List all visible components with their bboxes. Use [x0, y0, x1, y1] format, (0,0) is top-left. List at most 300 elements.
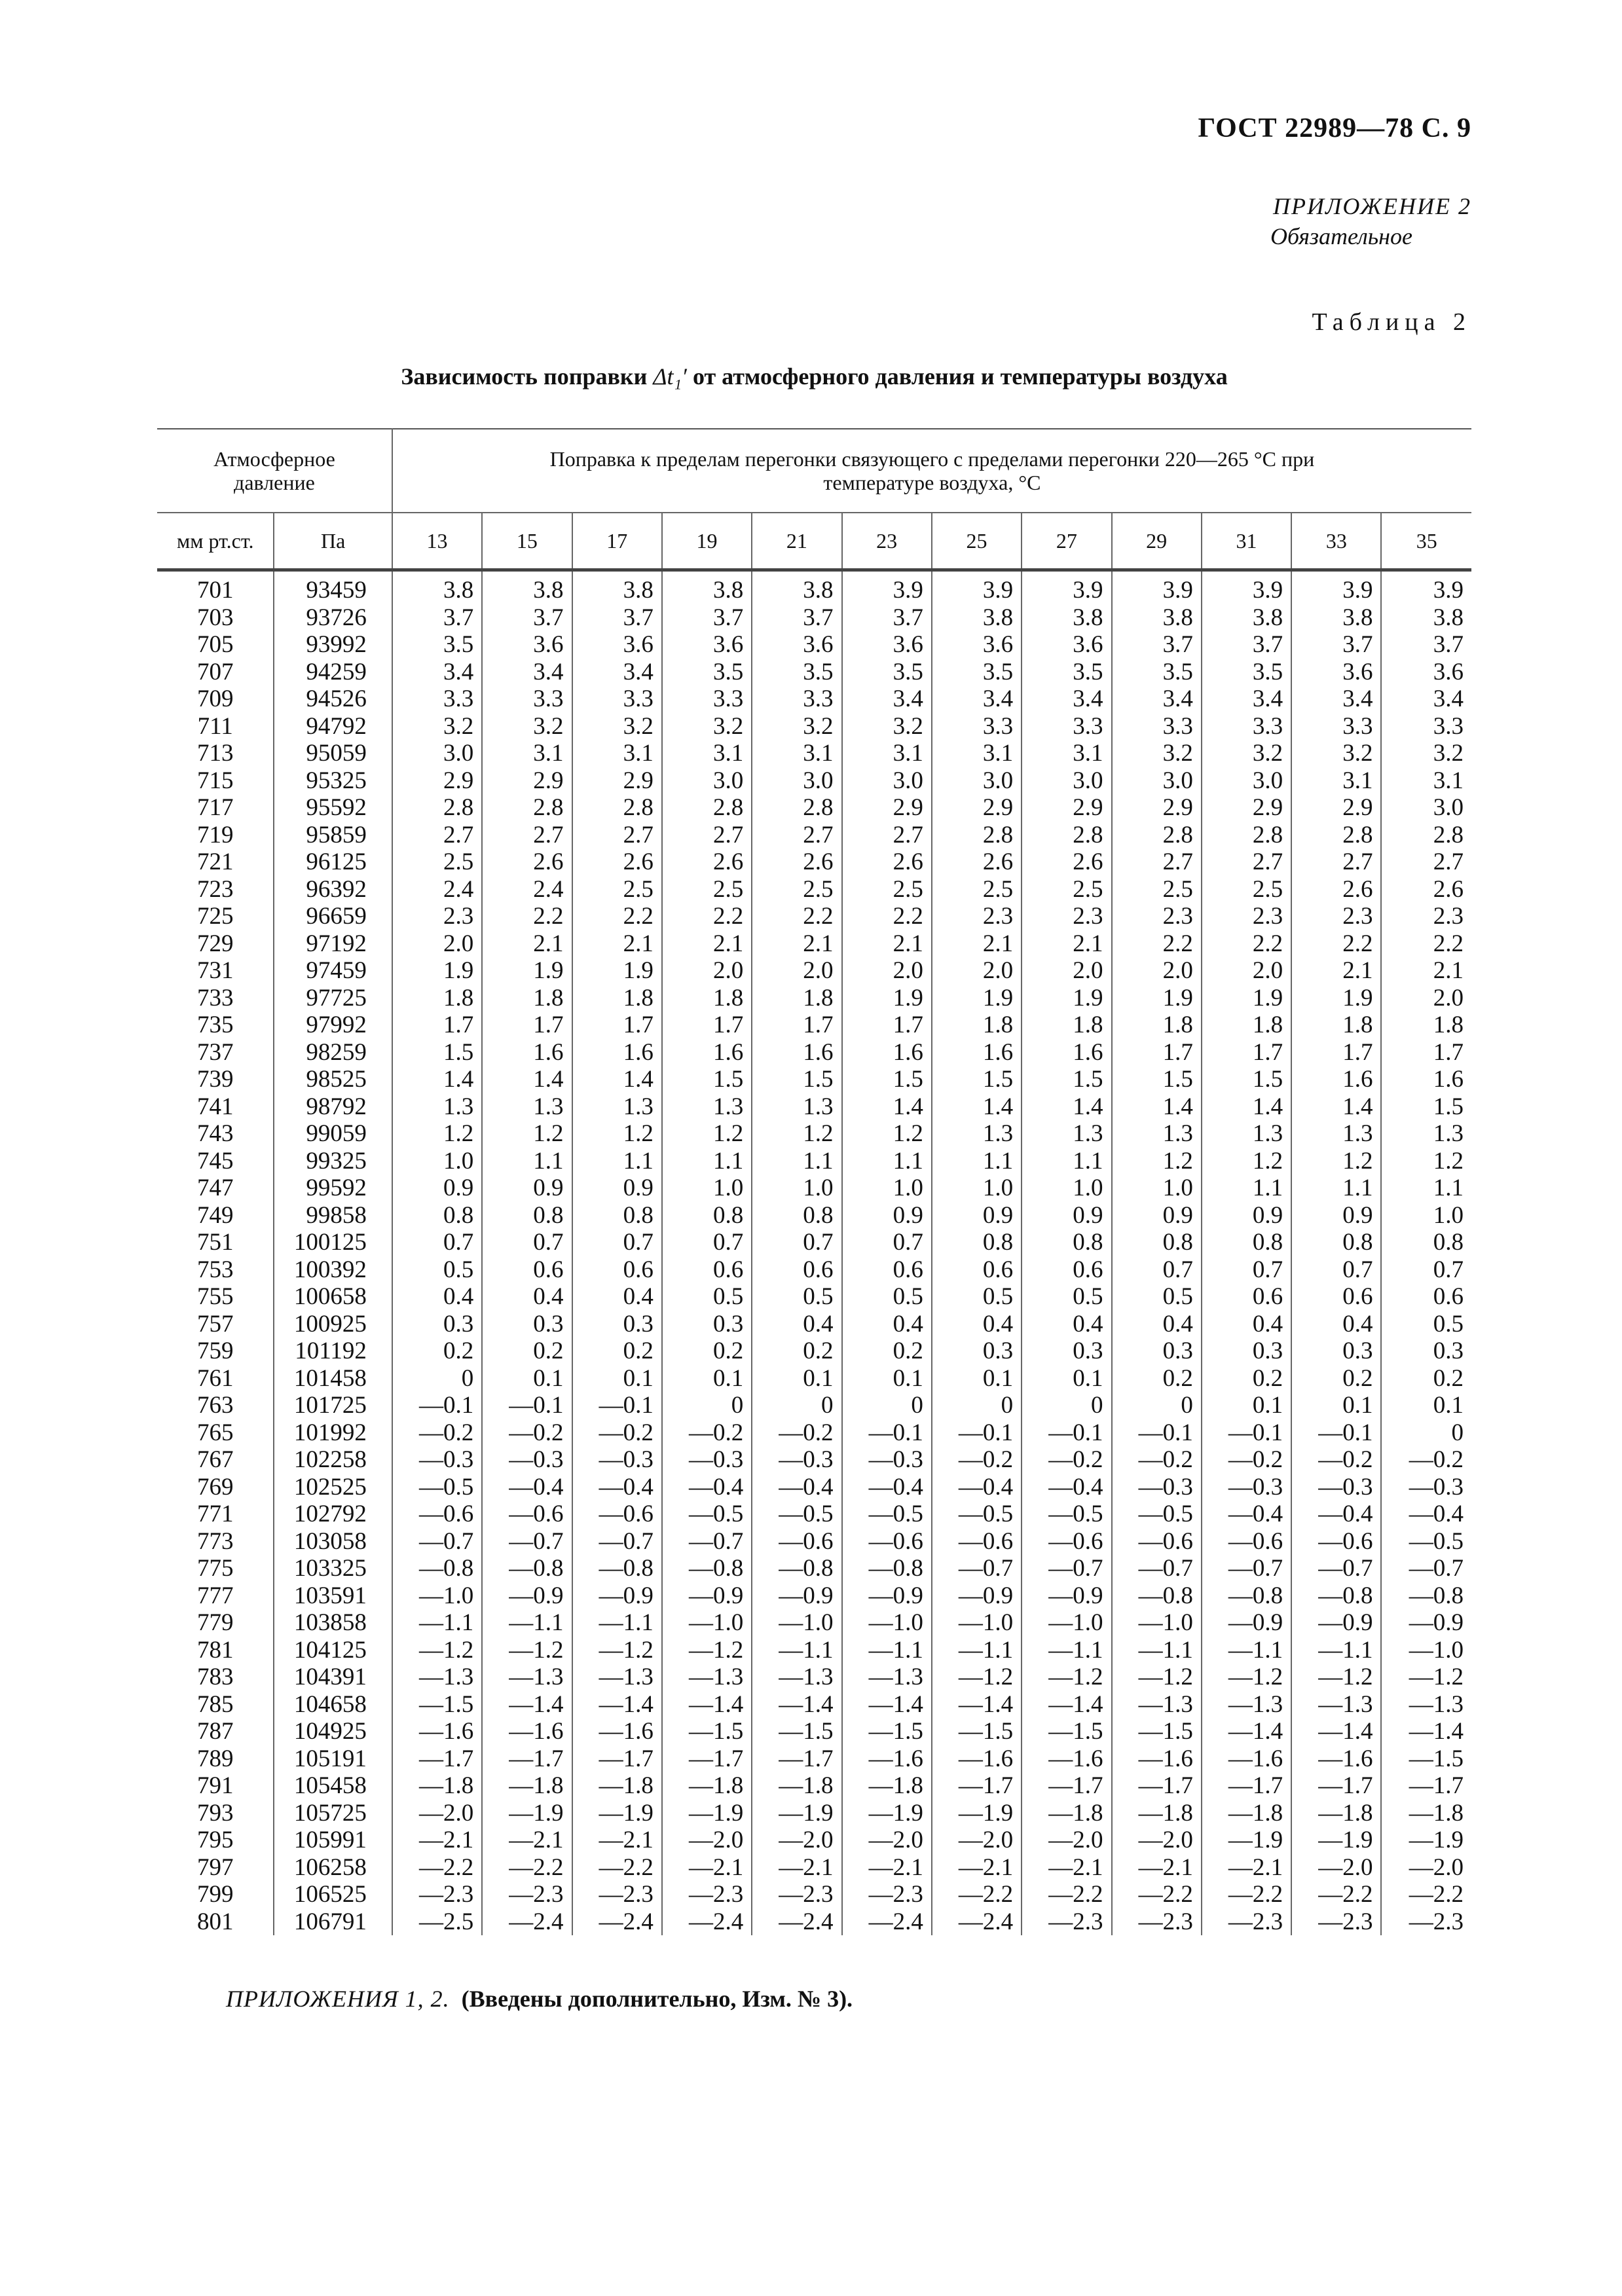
pressure-pa-cell: 94526 [274, 685, 392, 713]
correction-cell: 1.9 [842, 985, 932, 1012]
correction-cell: —1.0 [932, 1609, 1022, 1637]
correction-cell: 1.6 [482, 1039, 572, 1066]
correction-cell: —0.4 [482, 1474, 572, 1501]
correction-cell: —2.0 [662, 1827, 752, 1854]
correction-cell: 3.9 [842, 570, 932, 604]
pressure-mm-cell: 737 [157, 1039, 274, 1066]
correction-cell: 0.8 [1202, 1229, 1291, 1256]
caption-text-after: от атмосферного давления и температуры воздуха [686, 363, 1228, 390]
table-row [157, 1419, 1471, 1447]
correction-cell: —1.4 [1291, 1718, 1381, 1745]
correction-cell: 0.4 [1022, 1311, 1111, 1338]
pressure-pa-cell: 95859 [274, 822, 392, 849]
correction-cell: —1.4 [932, 1691, 1022, 1719]
correction-cell: 0.4 [1291, 1311, 1381, 1338]
correction-cell: 3.0 [932, 767, 1022, 795]
correction-cell: —1.2 [1022, 1664, 1111, 1691]
correction-cell: 3.1 [932, 740, 1022, 767]
correction-cell: 0.8 [932, 1229, 1022, 1256]
correction-cell: 2.9 [1202, 794, 1291, 822]
correction-cell: 0.2 [842, 1338, 932, 1365]
temperature-header: 29 [1112, 513, 1202, 570]
correction-cell: 1.7 [1433, 1038, 1464, 1066]
correction-cell: 1.5 [662, 1066, 752, 1093]
pressure-pa-cell: 97725 [274, 985, 392, 1012]
correction-cell: 0.9 [1022, 1202, 1111, 1230]
pressure-pa-cell: 101458 [274, 1365, 392, 1393]
correction-cell: —0.1 [842, 1419, 932, 1447]
correction-cell: 2.5 [1022, 876, 1111, 903]
correction-cell: —1.4 [482, 1691, 572, 1719]
correction-cell: —0.6 [1202, 1528, 1291, 1556]
correction-cell: —0.2 [1291, 1446, 1381, 1474]
pressure-mm-cell: 777 [157, 1582, 274, 1610]
correction-cell: —0.7 [662, 1528, 752, 1556]
table-row [157, 1311, 1471, 1338]
correction-cell: —0.1 [1112, 1419, 1202, 1447]
correction-cell: —2.3 [482, 1881, 572, 1908]
correction-cell: 2.2 [1433, 930, 1464, 957]
pressure-mm-cell: 799 [157, 1881, 274, 1908]
correction-cell: —1.7 [392, 1745, 482, 1773]
correction-cell: 1.7 [662, 1011, 752, 1039]
table-body [157, 570, 1471, 1936]
correction-cell: —1.1 [932, 1637, 1022, 1664]
correction-cell: 0.2 [392, 1338, 482, 1365]
unit-mm-header: мм рт.ст. [157, 513, 274, 570]
pressure-mm-cell: 717 [157, 794, 274, 822]
correction-cell: 2.7 [1202, 848, 1291, 876]
correction-cell: 1.0 [1022, 1175, 1111, 1202]
pressure-mm-cell: 801 [157, 1908, 274, 1936]
correction-cell: —1.9 [572, 1800, 662, 1827]
correction-cell: —0.1 [1202, 1419, 1291, 1447]
correction-cell: 2.6 [1433, 875, 1464, 903]
correction-cell: 1.8 [1022, 1011, 1111, 1039]
pressure-pa-cell: 104658 [274, 1691, 392, 1719]
correction-cell: 3.7 [572, 604, 662, 632]
correction-cell: —0.2 [1409, 1446, 1464, 1473]
correction-cell: —0.7 [1022, 1555, 1111, 1582]
correction-cell: 3.9 [1022, 570, 1111, 604]
table-row [157, 876, 1471, 903]
correction-cell: 3.0 [842, 767, 932, 795]
table-row [157, 1800, 1471, 1827]
correction-cell: 2.8 [662, 794, 752, 822]
pressure-mm-cell: 781 [157, 1637, 274, 1664]
correction-cell: 0.7 [1112, 1256, 1202, 1284]
correction-cell: 1.6 [1291, 1066, 1381, 1093]
correction-cell: 0.8 [752, 1202, 841, 1230]
pressure-mm-cell: 735 [157, 1011, 274, 1039]
correction-cell: —1.7 [1022, 1772, 1111, 1800]
correction-cell: 0.3 [1291, 1338, 1381, 1365]
table-row [157, 1637, 1471, 1664]
correction-cell: 0.3 [1202, 1338, 1291, 1365]
correction-cell: 1.2 [1433, 1147, 1464, 1175]
correction-cell: —0.5 [842, 1501, 932, 1528]
correction-cell: 3.8 [392, 570, 482, 604]
table-row [157, 1365, 1471, 1393]
correction-cell: 2.2 [842, 903, 932, 930]
correction-cell: 0.1 [662, 1365, 752, 1393]
correction-cell: —0.5 [392, 1474, 482, 1501]
correction-cell: 1.2 [482, 1120, 572, 1148]
pressure-pa-cell: 97992 [274, 1011, 392, 1039]
correction-cell: 2.7 [392, 822, 482, 849]
correction-cell: —1.0 [1022, 1609, 1111, 1637]
pressure-pa-cell: 105458 [274, 1772, 392, 1800]
correction-cell: 3.8 [752, 570, 841, 604]
table-row [157, 1283, 1471, 1311]
pressure-pa-cell: 100125 [274, 1229, 392, 1256]
correction-cell: 2.1 [1291, 957, 1381, 985]
correction-cell: 0.5 [1022, 1283, 1111, 1311]
pressure-pa-cell: 97192 [274, 930, 392, 958]
correction-cell: —2.1 [572, 1827, 662, 1854]
correction-cell: 1.1 [1291, 1175, 1381, 1202]
table-row [157, 740, 1471, 767]
correction-cell: 3.9 [932, 570, 1022, 604]
pressure-mm-cell: 721 [157, 848, 274, 876]
pressure-mm-cell: 793 [157, 1800, 274, 1827]
correction-cell: —0.1 [932, 1419, 1022, 1447]
correction-cell: 0.7 [1433, 1256, 1464, 1283]
correction-cell: 1.4 [842, 1093, 932, 1121]
correction-cell: 2.7 [482, 822, 572, 849]
pressure-mm-cell: 715 [157, 767, 274, 795]
correction-cell: 2.8 [1202, 822, 1291, 849]
correction-cell: 0.9 [1291, 1202, 1381, 1230]
correction-cell: —2.3 [842, 1881, 932, 1908]
correction-cell: —1.8 [1291, 1800, 1381, 1827]
caption-text-before: Зависимость поправки [401, 363, 654, 390]
correction-cell: 0.3 [932, 1338, 1022, 1365]
correction-cell: —1.4 [1022, 1691, 1111, 1719]
table-number: Таблица 2 [1312, 308, 1471, 336]
appendix-block [1270, 191, 1471, 251]
correction-cell: 3.6 [482, 631, 572, 659]
correction-cell: —0.9 [572, 1582, 662, 1610]
correction-cell: —2.4 [482, 1908, 572, 1936]
correction-cell: 1.7 [1291, 1039, 1381, 1066]
table-row [157, 1555, 1471, 1582]
correction-cell: 2.6 [842, 848, 932, 876]
correction-cell: —0.8 [572, 1555, 662, 1582]
correction-cell: 3.8 [932, 604, 1022, 632]
correction-cell: 1.5 [842, 1066, 932, 1093]
correction-cell: —0.5 [1409, 1527, 1464, 1555]
correction-cell: 1.4 [1112, 1093, 1202, 1121]
correction-cell: —1.5 [1112, 1718, 1202, 1745]
correction-cell: —1.1 [842, 1637, 932, 1664]
correction-cell: —2.4 [752, 1908, 841, 1936]
correction-cell: 2.8 [932, 822, 1022, 849]
correction-cell: 0.6 [572, 1256, 662, 1284]
correction-cell: —0.7 [482, 1528, 572, 1556]
pressure-pa-cell: 100392 [274, 1256, 392, 1284]
correction-cell: —2.3 [1291, 1908, 1381, 1936]
pressure-mm-cell: 725 [157, 903, 274, 930]
correction-cell: 1.9 [482, 957, 572, 985]
correction-cell: 3.2 [1112, 740, 1202, 767]
correction-cell: —1.8 [842, 1772, 932, 1800]
table-row [157, 1256, 1471, 1284]
unit-pa-header: Па [274, 513, 392, 570]
correction-cell: 0.5 [1433, 1310, 1464, 1338]
table-row [157, 1772, 1471, 1800]
correction-cell: 1.7 [482, 1011, 572, 1039]
correction-cell: 2.5 [662, 876, 752, 903]
correction-cell: 2.9 [572, 767, 662, 795]
table-row [157, 1093, 1471, 1121]
correction-cell: 3.9 [1202, 570, 1291, 604]
correction-cell: 1.8 [482, 985, 572, 1012]
pressure-pa-cell: 98259 [274, 1039, 392, 1066]
correction-cell: 2.3 [1291, 903, 1381, 930]
correction-cell: 0.3 [1433, 1338, 1464, 1364]
correction-cell: —0.2 [932, 1446, 1022, 1474]
correction-cell: —1.7 [1202, 1772, 1291, 1800]
correction-cell: 2.3 [1433, 903, 1464, 930]
correction-cell: 2.1 [752, 930, 841, 958]
correction-cell: 1.2 [842, 1120, 932, 1148]
correction-cell: —0.4 [842, 1474, 932, 1501]
correction-table [157, 428, 1471, 1935]
correction-cell: 0.8 [392, 1202, 482, 1230]
correction-cell: 0.6 [752, 1256, 841, 1284]
correction-cell: 2.0 [1433, 984, 1464, 1011]
correction-cell: 0.8 [1291, 1229, 1381, 1256]
correction-cell: 3.2 [1291, 740, 1381, 767]
correction-cell: 1.8 [1433, 1011, 1464, 1038]
pressure-pa-cell: 93992 [274, 631, 392, 659]
correction-cell: 2.3 [392, 903, 482, 930]
correction-cell: —0.7 [1202, 1555, 1291, 1582]
correction-cell: 0.2 [482, 1338, 572, 1365]
correction-cell: 2.7 [572, 822, 662, 849]
correction-cell: 1.0 [842, 1175, 932, 1202]
correction-cell: 3.5 [1202, 659, 1291, 686]
correction-cell: 0.3 [572, 1311, 662, 1338]
table-row [157, 1338, 1471, 1365]
appendix-title: ПРИЛОЖЕНИЕ 2 [1273, 193, 1471, 219]
correction-cell: 3.1 [662, 740, 752, 767]
correction-cell: —0.1 [392, 1392, 482, 1419]
correction-cell: 1.2 [1291, 1148, 1381, 1175]
table-row [157, 930, 1471, 958]
correction-cell: 3.8 [1112, 604, 1202, 632]
temperature-header: 13 [392, 513, 482, 570]
correction-cell: —1.3 [1112, 1691, 1202, 1719]
table-row [157, 903, 1471, 930]
pressure-pa-cell: 98792 [274, 1093, 392, 1121]
correction-cell: 1.1 [932, 1148, 1022, 1175]
correction-cell: 1.2 [662, 1120, 752, 1148]
correction-cell: —1.5 [932, 1718, 1022, 1745]
correction-cell: 1.8 [1112, 1011, 1202, 1039]
correction-cell: 3.2 [1202, 740, 1291, 767]
correction-cell: —2.0 [752, 1827, 841, 1854]
correction-cell: —1.7 [572, 1745, 662, 1773]
pressure-mm-cell: 769 [157, 1474, 274, 1501]
correction-cell: —0.8 [1112, 1582, 1202, 1610]
correction-cell: 0.3 [482, 1311, 572, 1338]
table-row [157, 1474, 1471, 1501]
correction-cell: —0.2 [752, 1419, 841, 1447]
correction-cell: 2.8 [1112, 822, 1202, 849]
pressure-mm-cell: 763 [157, 1392, 274, 1419]
correction-cell: 0.2 [1291, 1365, 1381, 1393]
correction-cell: —0.7 [932, 1555, 1022, 1582]
pressure-group-header: Атмосферное давление [157, 429, 392, 513]
temperature-header: 21 [752, 513, 841, 570]
correction-cell: 2.2 [572, 903, 662, 930]
correction-cell: —2.2 [572, 1854, 662, 1882]
correction-cell: —0.6 [1291, 1528, 1381, 1556]
correction-cell: 3.4 [1112, 685, 1202, 713]
correction-cell: 1.9 [572, 957, 662, 985]
correction-cell: —1.0 [662, 1609, 752, 1637]
pressure-pa-cell: 95592 [274, 794, 392, 822]
correction-cell: 0.9 [842, 1202, 932, 1230]
correction-cell: —1.3 [842, 1664, 932, 1691]
correction-cell: 1.5 [1112, 1066, 1202, 1093]
correction-cell: —0.7 [572, 1528, 662, 1556]
correction-cell: —0.9 [1022, 1582, 1111, 1610]
correction-cell: 0.6 [1433, 1283, 1464, 1310]
correction-cell: 0 [1451, 1419, 1464, 1446]
correction-cell: 3.4 [842, 685, 932, 713]
correction-cell: 3.5 [1022, 659, 1111, 686]
correction-cell: 2.6 [572, 848, 662, 876]
correction-cell: —1.7 [1409, 1772, 1464, 1799]
correction-cell: —1.2 [662, 1637, 752, 1664]
correction-cell: 1.1 [482, 1148, 572, 1175]
correction-cell: —0.9 [662, 1582, 752, 1610]
correction-cell: —0.9 [1291, 1609, 1381, 1637]
correction-cell: —0.1 [1022, 1419, 1111, 1447]
correction-cell: —1.3 [482, 1664, 572, 1691]
correction-cell: —1.0 [1409, 1636, 1464, 1664]
table-row [157, 1175, 1471, 1202]
pressure-mm-cell: 719 [157, 822, 274, 849]
correction-cell: 1.0 [1433, 1201, 1464, 1229]
correction-cell: —0.8 [842, 1555, 932, 1582]
correction-cell: 0.1 [1202, 1392, 1291, 1419]
correction-cell: —0.8 [752, 1555, 841, 1582]
correction-cell: —1.2 [1409, 1664, 1464, 1690]
correction-cell: 0 [1022, 1392, 1111, 1419]
correction-group-header: Поправка к пределам перегонки связующего с пределами перегонки 220—265 °С при температуре воздуха, °С [392, 429, 1471, 513]
correction-cell: 3.0 [1112, 767, 1202, 795]
correction-cell: 3.9 [1433, 577, 1464, 604]
correction-cell: 3.8 [662, 570, 752, 604]
correction-cell: 1.8 [1291, 1011, 1381, 1039]
correction-cell: 2.8 [1291, 822, 1381, 849]
correction-cell: 0.7 [392, 1229, 482, 1256]
correction-cell: 0.3 [1112, 1338, 1202, 1365]
correction-cell: 0.4 [1202, 1311, 1291, 1338]
correction-cell: 0.9 [482, 1175, 572, 1202]
pressure-pa-cell: 99325 [274, 1148, 392, 1175]
correction-cell: —0.5 [662, 1501, 752, 1528]
correction-cell: 1.7 [572, 1011, 662, 1039]
correction-cell: —1.1 [752, 1637, 841, 1664]
correction-cell: 1.8 [1202, 1011, 1291, 1039]
correction-cell: —2.1 [662, 1854, 752, 1882]
correction-cell: 2.9 [482, 767, 572, 795]
correction-cell: 2.5 [1202, 876, 1291, 903]
correction-cell: 1.4 [482, 1066, 572, 1093]
correction-cell: 1.4 [1291, 1093, 1381, 1121]
correction-cell: —1.7 [1112, 1772, 1202, 1800]
table-caption [157, 363, 1471, 390]
correction-cell: 2.5 [932, 876, 1022, 903]
correction-cell: 2.9 [1022, 794, 1111, 822]
correction-cell: —1.3 [392, 1664, 482, 1691]
table-row [157, 767, 1471, 795]
correction-cell: 0.2 [662, 1338, 752, 1365]
pressure-pa-cell: 106525 [274, 1881, 392, 1908]
correction-cell: —1.1 [1202, 1637, 1291, 1664]
correction-cell: —0.6 [932, 1528, 1022, 1556]
table-row [157, 1854, 1471, 1882]
correction-cell: 0.5 [932, 1283, 1022, 1311]
correction-cell: 3.2 [752, 713, 841, 740]
correction-cell: 0.1 [1433, 1392, 1464, 1419]
pressure-mm-cell: 751 [157, 1229, 274, 1256]
correction-cell: —0.3 [1112, 1474, 1202, 1501]
correction-cell: 1.3 [1112, 1120, 1202, 1148]
correction-cell: —2.4 [932, 1908, 1022, 1936]
correction-cell: 1.2 [1112, 1148, 1202, 1175]
temperature-header: 35 [1381, 513, 1471, 570]
correction-cell: —2.5 [392, 1908, 482, 1936]
correction-cell: —1.5 [392, 1691, 482, 1719]
table-row [157, 570, 1471, 604]
correction-cell: —0.8 [392, 1555, 482, 1582]
correction-cell: —1.7 [1291, 1772, 1381, 1800]
pressure-pa-cell: 101992 [274, 1419, 392, 1447]
pressure-pa-cell: 97459 [274, 957, 392, 985]
pressure-pa-cell: 103858 [274, 1609, 392, 1637]
correction-cell: 3.5 [662, 659, 752, 686]
correction-cell: —1.2 [932, 1664, 1022, 1691]
correction-cell: —2.4 [662, 1908, 752, 1936]
correction-cell: 3.4 [932, 685, 1022, 713]
correction-cell: 0.9 [392, 1175, 482, 1202]
correction-cell: 3.2 [662, 713, 752, 740]
correction-cell: —0.2 [572, 1419, 662, 1447]
correction-cell: —0.5 [752, 1501, 841, 1528]
pressure-pa-cell: 102258 [274, 1446, 392, 1474]
pressure-pa-cell: 94792 [274, 713, 392, 740]
correction-cell: 3.8 [482, 570, 572, 604]
correction-cell: 1.5 [752, 1066, 841, 1093]
correction-cell: 3.6 [1433, 658, 1464, 685]
correction-cell: —1.3 [662, 1664, 752, 1691]
correction-cell: —2.3 [1409, 1908, 1464, 1935]
correction-cell: —1.6 [842, 1745, 932, 1773]
correction-cell: 2.5 [842, 876, 932, 903]
correction-cell: 1.0 [1112, 1175, 1202, 1202]
correction-cell: 0.7 [842, 1229, 932, 1256]
correction-cell: 1.3 [1433, 1120, 1464, 1147]
footnote-appendix-ref: ПРИЛОЖЕНИЯ 1, 2. [226, 1986, 450, 2012]
table-row [157, 1446, 1471, 1474]
correction-cell: 3.3 [1291, 713, 1381, 740]
